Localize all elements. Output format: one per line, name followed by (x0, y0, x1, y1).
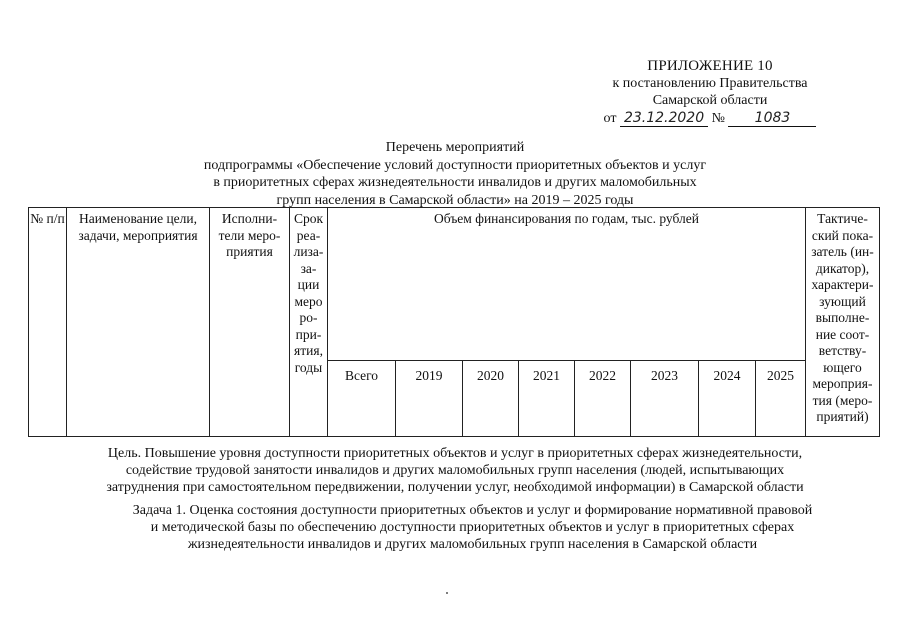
goal-line-1: Цель. Повышение уровня доступности приоритетных объектов и услуг в приоритетных сферах жизнедеятельности, (107, 446, 803, 461)
from-label: от (603, 111, 617, 126)
header-year-2020: 2020 (463, 361, 519, 437)
goal-line-2: содействие трудовой занятости инвалидов и других маломобильных групп населения (людей, испытывающих (125, 463, 785, 478)
heading-line-2: подпрограммы «Обеспечение условий доступности приоритетных объектов и услуг (203, 157, 707, 173)
header-indicator: Тактиче-ский пока-затель (ин-дикатор), характери-зующий выполне-ние соот-ветству-ющего мероприя-тия (меро-приятий) (806, 208, 880, 437)
handwritten-number: 1083 (728, 111, 816, 127)
measures-table (28, 207, 880, 437)
number-label: № (711, 111, 725, 126)
scan-speck (446, 592, 448, 594)
appendix-title: ПРИЛОЖЕНИЕ 10 (647, 58, 773, 74)
header-funding: Объем финансирования по годам, тыс. рублей (328, 208, 806, 361)
header-term: Срок реа-лиза-за-ции меро ро-при-ятия, годы (290, 208, 328, 437)
header-year-2019: 2019 (396, 361, 463, 437)
handwritten-date: 23.12.2020 (620, 111, 708, 127)
header-year-2022: 2022 (575, 361, 631, 437)
appendix-line-2: Самарской области (652, 93, 768, 108)
task-line-3: жизнедеятельности инвалидов и других маломобильных групп населения в Самарской области (187, 537, 758, 552)
heading-line-3: в приоритетных сферах жизнедеятельности инвалидов и других маломобильных (213, 175, 697, 190)
goal-text (60, 445, 850, 496)
header-name: Наименование цели, задачи, мероприятия (67, 208, 210, 437)
appendix-block (560, 58, 860, 127)
header-year-2025: 2025 (756, 361, 806, 437)
header-year-2023: 2023 (631, 361, 699, 437)
heading-line-1: Перечень мероприятий (385, 140, 525, 155)
task-line-1: Задача 1. Оценка состояния доступности приоритетных объектов и услуг и формирование нормативной правовой (132, 503, 813, 518)
document-heading (150, 139, 760, 209)
header-num: № п/п (29, 208, 67, 437)
header-executors: Исполни-тели меро-приятия (210, 208, 290, 437)
appendix-line-1: к постановлению Правительства (612, 76, 808, 91)
header-year-2021: 2021 (519, 361, 575, 437)
appendix-date-line (560, 110, 860, 127)
heading-line-4: групп населения в Самарской области» на 2019 – 2025 годы (276, 192, 634, 208)
header-year-2024: 2024 (699, 361, 756, 437)
goal-line-3: затруднения при самостоятельном передвижении, получении услуг, необходимой информации) в Самарской области (106, 480, 804, 495)
task-line-2: и методической базы по обеспечению доступности приоритетных объектов и услуг в приоритетных сферах (150, 520, 795, 535)
task-text (105, 502, 840, 553)
header-total: Всего (328, 361, 396, 437)
